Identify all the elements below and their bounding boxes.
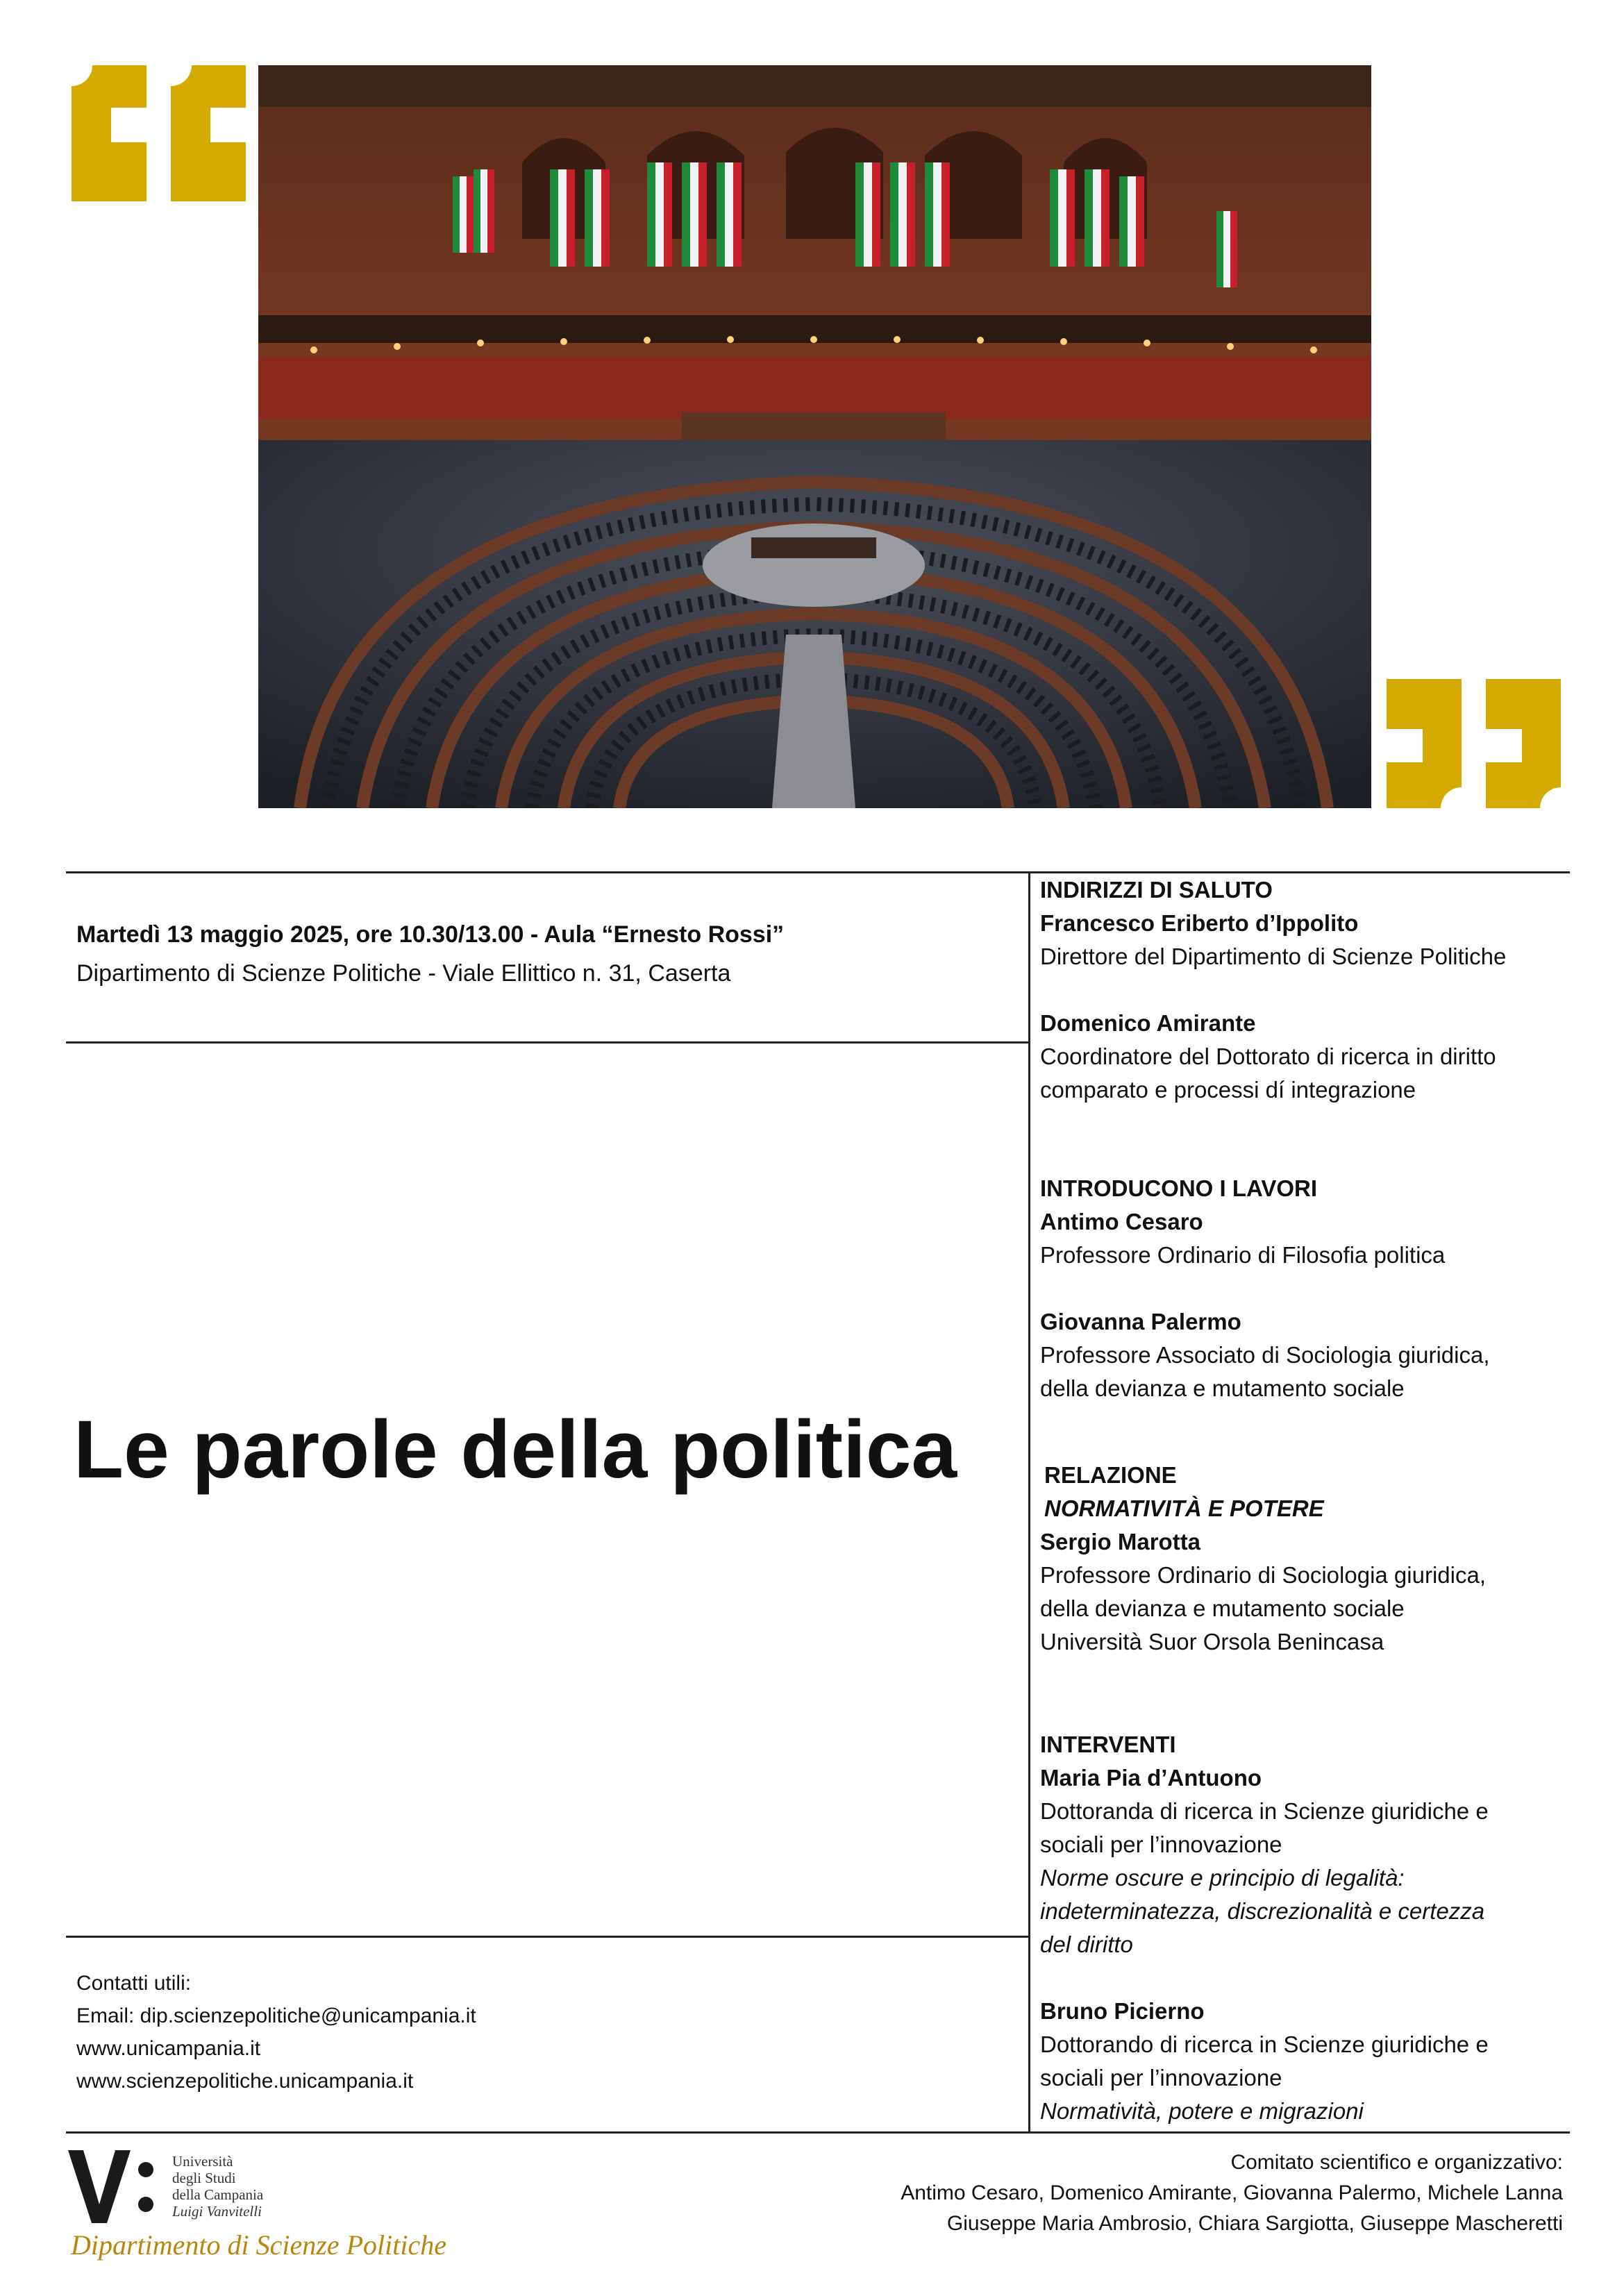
committee-members: Giuseppe Maria Ambrosio, Chiara Sargiotta, Giuseppe Mascheretti [946, 2212, 1563, 2235]
speaker-name: Bruno Picierno [1040, 1998, 1205, 2024]
committee-members: Antimo Cesaro, Domenico Amirante, Giovanna Palermo, Michele Lanna [901, 2181, 1563, 2204]
university-logo [68, 2150, 264, 2230]
speaker-name: Maria Pia d’Antuono [1040, 1765, 1262, 1791]
section-interventi [1040, 1728, 1596, 2128]
info-rule [66, 1041, 1030, 1044]
speaker-role: della devianza e mutamento sociale [1040, 1375, 1405, 1401]
intro-heading: INTRODUCONO I LAVORI [1040, 1175, 1318, 1201]
logo-line: Università [172, 2153, 233, 2170]
speaker-name: Sergio Marotta [1040, 1529, 1201, 1555]
speaker-role: sociali per l’innovazione [1040, 1832, 1282, 1857]
relazione-heading: RELAZIONE [1044, 1462, 1177, 1488]
talk-title: indeterminatezza, discrezionalità e certezza [1040, 1898, 1485, 1924]
section-intro [1040, 1172, 1596, 1405]
committee-label: Comitato scientifico e organizzativo: [1230, 2151, 1563, 2174]
speaker-role: Direttore del Dipartimento di Scienze Politiche [1040, 944, 1507, 969]
section-saluto [1040, 873, 1596, 1107]
event-datetime: Martedì 13 maggio 2025, ore 10.30/13.00 - Aula “Ernesto Rossi” [76, 921, 785, 948]
speaker-name: Giovanna Palermo [1040, 1309, 1241, 1334]
speaker-affiliation: Università Suor Orsola Benincasa [1040, 1629, 1384, 1654]
talk-title: Norme oscure e principio di legalità: [1040, 1865, 1405, 1891]
speaker-role: Professore Associato di Sociologia giuridica, [1040, 1342, 1490, 1368]
speaker-name: Antimo Cesaro [1040, 1209, 1203, 1234]
speaker-role: Professore Ordinario di Sociologia giuridica, [1040, 1562, 1486, 1588]
speaker-role: Dottorando di ricerca in Scienze giuridiche e [1040, 2031, 1489, 2057]
interventi-heading: INTERVENTI [1040, 1732, 1176, 1757]
page-title: Le parole della politica [74, 1404, 957, 1495]
contact-website-link[interactable]: www.unicampania.it [76, 2037, 261, 2060]
logo-line: della Campania [172, 2186, 264, 2203]
contact-department-link[interactable]: www.scienzepolitiche.unicampania.it [76, 2070, 414, 2093]
section-relazione [1040, 1459, 1596, 1659]
relazione-topic: NORMATIVITÀ E POTERE [1044, 1495, 1324, 1521]
speaker-role: sociali per l’innovazione [1040, 2065, 1282, 2090]
column-divider [1028, 871, 1030, 2131]
saluto-heading: INDIRIZZI DI SALUTO [1040, 877, 1273, 903]
committee-block [901, 2147, 1563, 2239]
parliament-chamber-photo [258, 65, 1371, 808]
contacts-block [76, 1967, 476, 2097]
logo-line: degli Studi [172, 2170, 236, 2186]
bottom-rule [66, 2131, 1570, 2134]
speaker-name: Domenico Amirante [1040, 1010, 1256, 1036]
logo-line: Luigi Vanvitelli [172, 2203, 262, 2220]
talk-title: del diritto [1040, 1932, 1133, 1957]
speaker-role: della devianza e mutamento sociale [1040, 1595, 1405, 1621]
speaker-role: Coordinatore del Dottorato di ricerca in diritto [1040, 1044, 1496, 1069]
talk-title: Normatività, potere e migrazioni [1040, 2098, 1364, 2124]
contacts-rule [66, 1936, 1030, 1938]
contacts-label: Contatti utili: [76, 1972, 192, 1995]
event-location: Dipartimento di Scienze Politiche - Viale Ellittico n. 31, Caserta [76, 960, 731, 987]
department-name: Dipartimento di Scienze Politiche [71, 2229, 446, 2261]
speaker-name: Francesco Eriberto d’Ippolito [1040, 910, 1359, 936]
speaker-role: Dottoranda di ricerca in Scienze giuridiche e [1040, 1798, 1489, 1824]
speaker-role: Professore Ordinario di Filosofia politica [1040, 1242, 1446, 1268]
speaker-role: comparato e processi dí integrazione [1040, 1077, 1416, 1103]
contact-email[interactable]: Email: dip.scienzepolitiche@unicampania.it [76, 2004, 476, 2027]
university-logo-icon [68, 2150, 158, 2227]
